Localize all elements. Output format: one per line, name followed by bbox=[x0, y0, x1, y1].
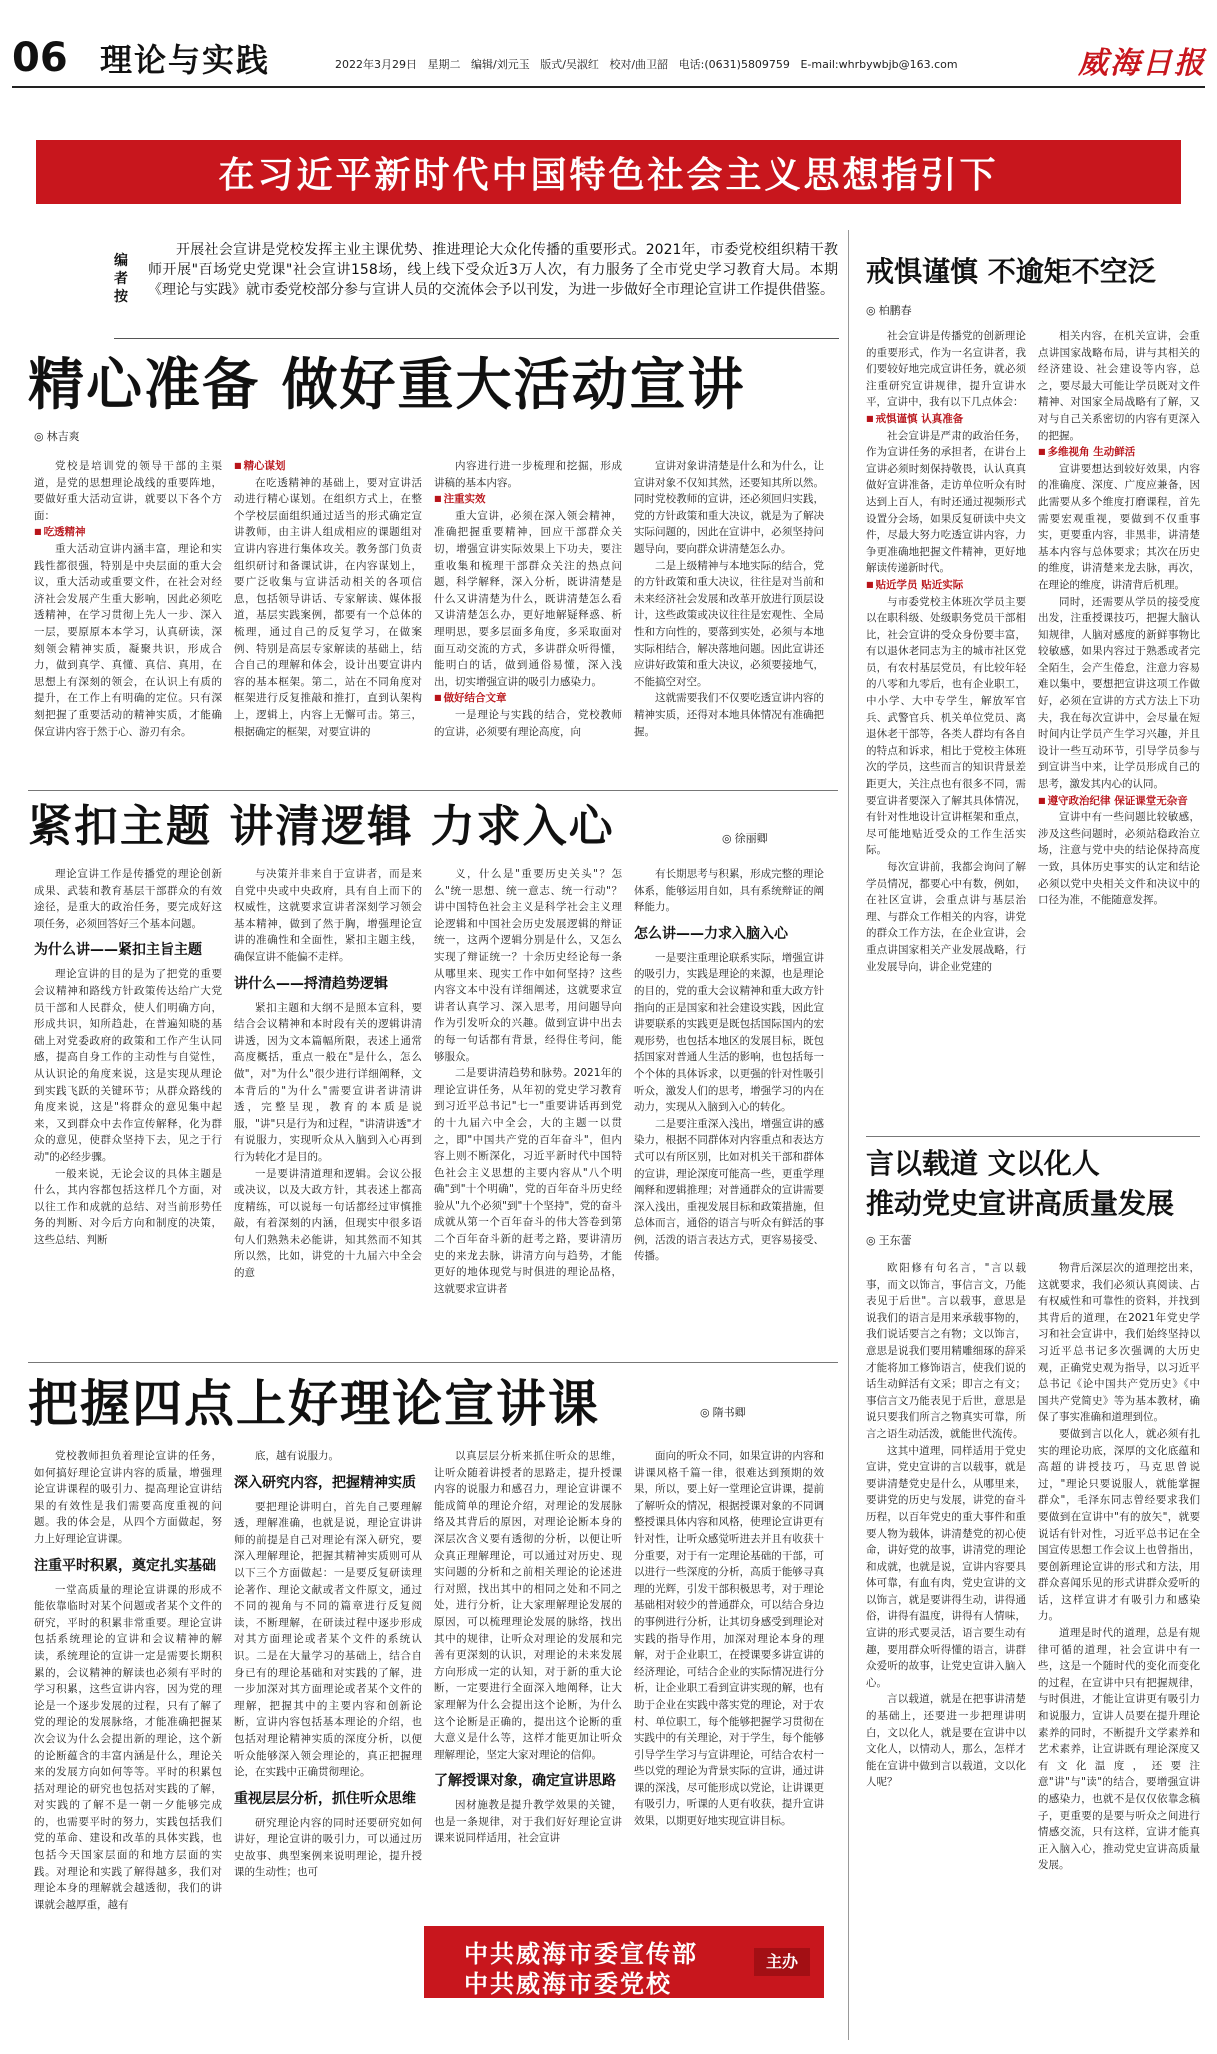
subheading: ■ 贴近学员 贴近实际 bbox=[866, 577, 1026, 594]
header-rule bbox=[12, 86, 1205, 88]
article4-col1 bbox=[866, 328, 1026, 1128]
divider-2 bbox=[28, 1362, 838, 1363]
subheading: ■ 戒惧谨慎 认真准备 bbox=[866, 411, 1026, 428]
paragraph: 紧扣主题和大纲不是照本宣科，要结合会议精神和本时段有关的逻辑讲清讲透，因为文本篇幅所限，表述上通常高度概括，重点一般在"是什么，怎么做"，对"为什么"很少进行详细阐释，文本背后的"为什么"需要宣讲者讲清讲透，完整呈现，教育的本质是说服，"讲"只是行为和过程，"讲清讲透"才有说服力，实现听众从入脑到入心再到行为转化才是目的。 bbox=[234, 1001, 422, 1163]
masthead-logo: 威海日报 bbox=[1078, 46, 1206, 81]
editor-note-label: 编者按 bbox=[114, 253, 128, 305]
paragraph: 内容进行进一步梳理和挖掘，形成讲稿的基本内容。 bbox=[434, 460, 622, 489]
subheading: ■ 吃透精神 bbox=[34, 524, 222, 541]
article3-byline: ◎ 隋书卿 bbox=[700, 1404, 746, 1420]
paragraph: 党校是培训党的领导干部的主渠道，是党的思想理论战线的重要阵地，要做好重大活动宣讲，就要以下各个方面： bbox=[34, 460, 222, 522]
section-heading: 重视层层分析，抓住听众思维 bbox=[234, 1790, 416, 1807]
paragraph: 这就需要我们不仅要吃透宣讲内容的精神实质，还得对本地具体情况有准确把握。 bbox=[634, 692, 824, 738]
article3-col2 bbox=[234, 1448, 422, 2038]
paragraph: 宣讲中有一些问题比较敏感，涉及这些问题时，必须站稳政治立场，注意与党中央的结论保持高度一致，具体历史事实的认定和结论必须以党中央相关文件和决议中的口径为准，不能随意发挥。 bbox=[1038, 811, 1200, 907]
sponsor-line1: 中共威海市委宣传部 bbox=[464, 1939, 698, 1968]
paragraph: 宣讲要想达到较好效果，内容的准确度、深度、广度应兼备，因此需要从多个维度打磨课程，首先需要宏观重视，要做到不仅重事实，更要重内容，非黑非，讲清楚基本内容与总体要求；其次在历史的维度，讲清楚来龙去脉，再次，在理论的维度，讲清背后机理。 bbox=[1038, 462, 1200, 591]
paragraph: 道理是时代的道理，总是有规律可循的道理，社会宣讲中有一些，这是一个随时代的变化而变化的过程，在宣讲中只有把握规律，与时俱进，才能让宣讲更有吸引力和说服力，宣讲人员要在提升理论素养的同时，不断提升文学素养和艺术素养，让宣讲既有理论深度又有文化温度，还要注意"讲"与"读"的结合，要增强宣讲的感染力，也就不是仅仅依靠念稿子，更重要的是要与听众之间进行情感交流，只有这样，宣讲才能真正入脑入心，推动党史宣讲高质量发展。 bbox=[1038, 1627, 1200, 1872]
article2-col3 bbox=[434, 866, 622, 1352]
paragraph: 一是理论与实践的结合，党校教师的宣讲，必须要有理论高度，向 bbox=[434, 708, 622, 738]
paragraph: 因材施教是提升教学效果的关键，也是一条规律，对于我们好好理论宣讲课来说同样适用，社会宣讲 bbox=[434, 1799, 622, 1845]
paragraph: 二是要注重深入浅出，增强宣讲的感染力，根据不同群体对内容重点和表达方式可以有所区别，比如对机关干部和群体的宣讲，理论深度可能高一些，更重学理阐释和逻辑推理；对普通群众的宣讲需要深入浅出，重视发展目标和政策措施，但总体而言，通俗的语言与听众有鲜活的事例，活泼的语言表达方式，更容易接受、传播。 bbox=[634, 1117, 824, 1263]
paragraph: 以真层层分析来抓住听众的思维，让听众随着讲授者的思路走，提升授课内容的说服力和感召力，理论宣讲课不能成简单的理论介绍，对理论的发展脉络及其背后的原因，对理论论断本身的深层次含义要有透彻的分析，以便让听众真正理解理论，可以通过对历史、现实问题的分析和之前相关理论的论述进行对照，找出其中的相同之处和不同之处，进行分析，让大家理解理论发展的原因，可以梳理理论发展的脉络，找出其中的规律，让听众对理论的发展和完善有更深刻的认识，对理论的未来发展方向形成一定的认知，对于新的重大论断，一定要进行全面深入地阐释，让大家理解为什么会提出这个论断，为什么这个论断是正确的，提出这个论断的重大意义是什么等，这样才能更加让听众理解理论，坚定大家对理论的信仰。 bbox=[434, 1450, 622, 1761]
paragraph: 物背后深层次的道理挖出来，这就要求，我们必须认真阅读、占有权威性和可靠性的资料，并找到其背后的道理，在2021年党史学习和社会宣讲中，我们始终坚持以习近平总书记多次强调的大历史观，正确党史观为指导，以习近平总书记《论中国共产党历史》《中国共产党简史》等为基本教材，确保了事实准确和道理到位。 bbox=[1038, 1262, 1200, 1424]
article1-byline: ◎ 林吉爽 bbox=[34, 428, 80, 444]
section-heading: 深入研究内容，把握精神实质 bbox=[234, 1474, 416, 1491]
section-title: 理论与实践 bbox=[100, 41, 271, 79]
article2-col2 bbox=[234, 866, 422, 1352]
section-heading: 为什么讲——紧扣主旨主题 bbox=[34, 942, 202, 959]
paragraph: 重大活动宣讲内涵丰富，理论和实践性都很强，特别是中央层面的重大会议，重大活动或重要文件，在社会对经济社会发展产生重大影响，因此必须吃透精神，在学习贯彻上先人一步、深入一层，要原原本本学习，认真研读，深刻领会精神实质，凝聚共识，形成合力，做到真学、真懂、真信、真用，在思想上有深刻的领会，在认识上有质的提升，在工作上有明确的定位。只有深刻把握了重要活动的精神实质，才能确保宣讲内容于然于心、游刃有余。 bbox=[34, 542, 222, 738]
subheading: ■ 精心谋划 bbox=[234, 458, 422, 475]
designer: 版式/吴淑红 bbox=[540, 58, 599, 71]
article2-title: 紧扣主题 讲清逻辑 力求入心 bbox=[28, 801, 615, 852]
paragraph: 一般来说，无论会议的具体主题是什么，其内容都包括这样几个方面，对以往工作和成就的总结、对当前形势任务的判断、对今后方向和制度的决策，这些总结、判断 bbox=[34, 1167, 222, 1246]
paragraph: 要做到言以化人，就必须有扎实的理论功底，深厚的文化底蕴和高超的讲授技巧，马克思曾说过，"理论只要说服人，就能掌握群众"，毛泽东同志曾经要求我们要做到在宣讲中"有的放矢"，就要说话有针对性，习近平总书记在全国宣传思想工作会议上也曾指出，要创新理论宣讲的形式和方法，用群众喜闻乐见的形式讲群众爱听的话，这样宣讲才有吸引力和感染力。 bbox=[1038, 1427, 1200, 1623]
paragraph: 每次宣讲前，我都会询问了解学员情况，都要心中有数，例如，在社区宣讲，会重点讲与基层治理、与群众工作相关的内容，讲党的群众工作方法，在企业宣讲，会重点讲国家相关产业发展战略，行业发展导向，讲企业党建的 bbox=[866, 861, 1026, 973]
email[interactable]: E-mail:whrbywbjb@163.com bbox=[800, 58, 958, 71]
paragraph: 有长期思考与积累，形成完整的理论体系，能够运用自如，具有系统辩证的阐释能力。 bbox=[634, 868, 824, 914]
article4-col2 bbox=[1038, 328, 1200, 1128]
paragraph: 研究理论内容的同时还要研究如何讲好，理论宣讲的吸引力，可以通过历史故事、典型案例来说明理论，提升授课的生动性；也可 bbox=[234, 1816, 422, 1879]
article4-byline: ◎ 柏鹏春 bbox=[866, 302, 912, 318]
paragraph: 义，什么是"重要历史关头"？怎么"统一思想、统一意志、统一行动"？讲中国特色社会主义是科学社会主义理论逻辑和中国社会历史发展逻辑的辩证统一，这两个逻辑分别是什么，又怎么实现了辩证统一？十余历史经论每一条从哪里来、现实工作中如何坚持？这些内容文本中没有详细阐述，这就要求宣讲者认真学习、深入思考，用问题导向作为引发听众的兴趣。做到宣讲中出去的每一句话都有背景，经得住考问，能够服众。 bbox=[434, 868, 622, 1063]
subheading: ■ 做好结合文章 bbox=[434, 690, 622, 707]
subheading: ■ 多维视角 生动鲜活 bbox=[1038, 444, 1200, 461]
article1-title: 精心准备 做好重大活动宣讲 bbox=[28, 352, 746, 418]
paragraph: 社会宣讲是严肃的政治任务，作为宣讲任务的承担者，在讲台上宣讲必须时刻保持敬畏，认认真真做好宣讲准备，走访单位听众有时达到上百人，有时还通过视频形式设置分会场，如果反复研读中央文件，尽最大努力吃透宣讲内容，力争更准确地把握文件精神，更好地解读传递新时代。 bbox=[866, 429, 1026, 575]
article3-col1 bbox=[34, 1448, 222, 2038]
article1-col2 bbox=[234, 458, 422, 780]
section-heading: 注重平时积累，奠定扎实基础 bbox=[34, 1557, 216, 1574]
banner bbox=[36, 140, 1181, 204]
article4-title: 戒惧谨慎 不逾矩不空泛 bbox=[866, 255, 1156, 288]
phone: 电话:(0631)5809759 bbox=[678, 58, 790, 71]
editor: 编辑/刘元玉 bbox=[471, 58, 530, 71]
article1-col1 bbox=[34, 458, 222, 780]
paragraph: 欧阳修有句名言，"言以载事，而文以饰言，事信言文，乃能表见于后世"。言以载事，意思是说我们的语言是用来承载事物的，我们说话要言之有物；文以饰言，意思是说我们要用精雕细琢的辞采才能将加工修饰语言，使我们说的话生动鲜活有文采；即言之有文；事信言文乃能表见于后世，意思是说只要我们所言之物真实可靠，所言之语生动活泼，就能世代流传。 bbox=[866, 1262, 1026, 1440]
paragraph: 社会宣讲是传播党的创新理论的重要形式，作为一名宣讲者，我们要较好地完成宣讲任务，就必须注重研究宣讲规律，提升宣讲水平，宣讲中，我有以下几点体会： bbox=[866, 330, 1026, 409]
paragraph: 同时，还需要从学员的接受度出发，注重授课技巧，把握大脑认知规律，人脑对感度的新鲜事物比较敏感，如果内容过于熟悉或者完全陌生，会产生倦怠，注意力容易难以集中，要想把宣讲这项工作做好，必须在宣讲的方式方法上下功夫，我在每次宣讲中，会尽量在短时间内让学员产生学习兴趣，并且设计一些互动环节，引导学员参与到宣讲当中来，让学员形成自己的思考，激发其内心的认同。 bbox=[1038, 595, 1200, 791]
article1-col3 bbox=[434, 458, 622, 780]
paragraph: 要把理论讲明白，首先自己要理解透，理解准确，也就是说，理论宣讲讲师的前提是自己对理论有深入研究，要深入理解理论，把握其精神实质则可从以下三个方面做起：一是要反复研读理论著作、理论文献或者文件原文，通过不同的视角与不同的篇章进行反复阅读，不断理解，在研读过程中逐步形成对其方面理论或者某个文件的系统认识。二是在大量学习的基础上，结合自身已有的理论基础和对实践的了解，进一步加深对其方面理论或者某个文件的理解，把握其中的主要内容和创新论断，宣讲内容包括基本理论的介绍，也包括对理论精神实质的深度分析，以便听众能够深入领会理论的，真正把握理论，在实践中正确贯彻理论。 bbox=[234, 1500, 422, 1779]
article5-title-line2: 推动党史宣讲高质量发展 bbox=[866, 1187, 1175, 1220]
subheading: ■ 遵守政治纪律 保证课堂无杂音 bbox=[1038, 793, 1200, 810]
subheading: ■ 注重实效 bbox=[434, 491, 622, 508]
paragraph: 底，越有说服力。 bbox=[255, 1450, 339, 1462]
article1-col4 bbox=[634, 458, 824, 780]
column-divider bbox=[848, 230, 849, 2040]
weekday: 星期二 bbox=[427, 58, 461, 71]
article5-col1 bbox=[866, 1260, 1026, 2038]
editor-note-rule bbox=[114, 338, 839, 339]
editor-note-text: 开展社会宣讲是党校发挥主业主课优势、推进理论大众化传播的重要形式。2021年，市委党校组织精干教师开展"百场党史党课"社会宣讲158场，线上线下受众近3万人次，有力服务了全市党史学习教育大局。本期《理论与实践》就市委党校部分参与宣讲人员的交流体会予以刊发，为进一步做好全市理论宣讲工作提供借鉴。 bbox=[148, 242, 838, 298]
paragraph: 党校教师担负着理论宣讲的任务，如何搞好理论宣讲内容的质量，增强理论宣讲课程的吸引力、提高理论宣讲结果的有效性是我们需要高度重视的问题。我的体会是，从四个方面做起，努力上好理论宣讲课。 bbox=[34, 1450, 222, 1545]
article5-col2 bbox=[1038, 1260, 1200, 2038]
section-heading: 讲什么——捋清趋势逻辑 bbox=[234, 975, 388, 992]
sponsor-host: 主办 bbox=[754, 1948, 810, 1976]
paragraph: 重大宣讲，必须在深入领会精神，准确把握重要精神，回应干部群众关切，增强宣讲实际效果上下功夫，要注重收集和梳理干部群众关注的热点问题，科学解释，深入分析，既讲清楚是什么又讲清楚为什么，既讲清楚怎么看又讲清楚怎么办，更好地解疑释惑、析理明思，要多层面多角度，多采取面对面互动交流的方式，多讲群众听得懂，能明白的话，做到通俗易懂，深入浅出，切实增强宣讲的吸引力感染力。 bbox=[434, 509, 622, 688]
paragraph: 二是要讲清趋势和脉势。2021年的理论宣讲任务，从年初的党史学习教育到习近平总书记"七一"重要讲话再到党的十九届六中全会，大的主题一以贯之，即"中国共产党的百年奋斗"，但内容上则不断深化，习近平新时代中国特色社会主义思想的主要内容从"八个明确"到"十个明确"，党的百年奋斗历史经验从"九个必须"到"十个坚持"，党的奋斗成就从第一个百年奋斗的伟大答卷到第二个百年奋斗新的赶考之路，要讲清历史的来龙去脉，讲清方向与趋势，才能更好的地体现党与时俱进的理论品格，这就要求宣讲者 bbox=[434, 1067, 622, 1295]
paragraph: 一是要讲清道理和逻辑。会议公报或决议，以及大政方针，其表述上都高度精练，可以说每一句话都经过审慎推敲，有着深刻的内涵，但现实中很多语句人们熟熟未必能讲，知其然而不知其所以然，比如，讲党的十九届六中全会的意 bbox=[234, 1167, 422, 1280]
paragraph: 理论宣讲工作是传播党的理论创新成果、武装和教育基层干部群众的有效途径，是重大的政治任务，要完成好这项任务，必须回答好三个基本问题。 bbox=[34, 868, 222, 930]
paragraph: 这其中道理，同样适用于党史宣讲，党史宣讲的言以载事，就是要讲清楚党史是什么，从哪里来，要讲党的历史与发展，讲党的奋斗历程，以百年党史的重大事件和重要人物为载体，讲清楚党的初心使命，讲好党的故事，讲清党的理论和成就，也就是说，宣讲内容要具体可靠，有血有肉，党史宣讲的文以饰言，就是要讲得生动，讲得通俗，讲得有温度，讲得有人情味，宣讲的形式要灵活，语言要生动有趣，要用群众听得懂的语言，讲群众爱听的故事，让党史宣讲入脑入心。 bbox=[866, 1444, 1026, 1689]
section-heading: 怎么讲——力求入脑入心 bbox=[634, 925, 788, 942]
article5-byline: ◎ 王东蕾 bbox=[866, 1232, 912, 1248]
paragraph: 面向的听众不同，如果宣讲的内容和讲课风格千篇一律，很难达到预期的效果，所以，要上好一堂理论宣讲课，提前了解听众的情况，根据授课对象的不同调整授课具体内容和风格，使理论宣讲更有针对性，让听众感觉听进去并且有收获十分重要，对于有一定理论基础的干部，可以进行一些深度的分析，高质于能够寻真理的光辉，引发干部积极思考，对于理论基础相对较少的普通群众，可以结合身边的事例进行分析，让其切身感受到理论对实践的指导作用，加深对理论本身的理解，对于企业职工，在授课要多讲宣讲的经济理论，可结合企业的实际情况进行分析，让企业职工看到宣讲实现的解，也有助于企业在实践中落实党的理论，对于农村、单位职工，每个能够把握学习贯彻在实践中的有关理论，对于学生，每个能够引导学生学习与宣讲理论，可结合农村一些以党的理论为背景实际的宣讲，通过讲课的深浅，尽可能形成以党论，让讲课更有吸引力，听课的人更有收获，提升宣讲效果，以期更好地实现宣讲目标。 bbox=[634, 1450, 824, 1828]
section-heading: 了解授课对象，确定宣讲思路 bbox=[434, 1773, 616, 1790]
paragraph: 与市委党校主体班次学员主要以在职科级、处级职务党员干部相比，社会宣讲的受众身份要丰富，有以退休老同志为主的城市社区党员，有农村基层党员，有比较年轻的八零和九零后，也有企业职工，中小学、大中专学生，解放军官兵、武警官兵、机关单位党员、离退休老干部等，各类人群均有各自的特点和诉求，相比于党校主体班次的学员，这些而言的知识背景差距更大，关注点也有很多不同，需要宣讲者要深入了解其具体情况，有针对性地设计宣讲框架和重点，尽可能地贴近受众的工作生活实际。 bbox=[866, 595, 1026, 857]
sponsor-line2: 中共威海市委党校 bbox=[464, 1969, 672, 1998]
date: 2022年3月29日 bbox=[335, 58, 417, 71]
article2-byline: ◎ 徐丽卿 bbox=[722, 830, 768, 846]
paragraph: 宣讲对象讲清楚是什么和为什么，让宣讲对象不仅知其然，还要知其所以然。同时党校教师的宣讲，还必须回归实践，党的方针政策和重大决议，就是为了解决实际问题的，因此在宣讲中，必须坚持问题导向，要向群众讲清楚怎么办。 bbox=[634, 460, 824, 555]
page-number: 06 bbox=[12, 35, 68, 81]
article2-col1 bbox=[34, 866, 222, 1352]
paragraph: 理论宣讲的目的是为了把党的重要会议精神和路线方针政策传达给广大党员干部和人民群众，使人们明确方向，形成共识，知所趋赴，在普遍知晓的基础上对党委政府的政策和工作产生认同感，提高自身工作的主动性与自觉性，从认识论的角度来说，这是实现从理论到实践飞跃的关键环节；从群众路线的角度来说，这是"将群众的意见集中起来，又到群众中去作宣传解释，化为群众的意见，使群众坚持下去，见之于行动"的必经步骤。 bbox=[34, 968, 222, 1163]
article3-col4 bbox=[634, 1448, 824, 1918]
article2-col4 bbox=[634, 866, 824, 1352]
banner-text: 在习近平新时代中国特色社会主义思想指引下 bbox=[218, 153, 999, 196]
paragraph: 二是上级精神与本地实际的结合，党的方针政策和重大决议，往往是对当前和未来经济社会发展和改革开放进行顶层设计，这些政策或决议往往是宏观性、全局性和方向性的，要落到实处，必须与本地实际相结合，解决落地问题。因此宣讲还应讲好政策和重大决议，必须要接地气，不能搞空对空。 bbox=[634, 559, 824, 688]
proofreader: 校对/曲卫韶 bbox=[609, 58, 669, 71]
paragraph: 一是要注重理论联系实际，增强宣讲的吸引力，实践是理论的来源，也是理论的目的，党的重大会议精神和重大政方针指向的正是国家和社会建设实践，因此宣讲要联系的实践更是既包括国际国内的宏观形势，也包括本地区的发展目标，既包括国家对普通人生活的影响，也包括每一个个体的具体诉求，以更强的针对性吸引听众，激发人们的思考，增强学习的内在动力，实现从入脑到入心的转化。 bbox=[634, 951, 824, 1114]
divider-3 bbox=[866, 1136, 1200, 1137]
paragraph: 一堂高质量的理论宣讲课的形成不能依靠临时对某个问题或者某个文件的研究，平时的积累非常重要。理论宣讲包括系统理论的宣讲和会议精神的解读，系统理论的宣讲一定是需要长期积累的，会议精神的解读也必须有平时的学习积累，这些宣讲内容，因为党的理论是一个逐步发展的过程，只有了解了党的理论的发展脉络，才能准确把握某次会议为什么会提出新的理论，这个新的论断蕴含的丰富内涵是什么，理论关来的发展方向如何等等。平时的积累包括对理论的研究也包括对实践的了解，对实践的了解不是一朝一夕能够完成的，也需要平时的努力，实践包括我们党的革命、建设和改革的具体实践，也包括今天国家层面的和地方层面的实践。对理论和实践了解得越多，我们对理论本身的理解就会越透彻，我们的讲课就会越厚重，越有 bbox=[34, 1583, 222, 1911]
sponsor-banner bbox=[424, 1926, 824, 1998]
article5-title-line1: 言以载道 文以化人 bbox=[866, 1147, 1100, 1180]
divider-1 bbox=[28, 790, 838, 791]
paragraph: 相关内容，在机关宣讲，会重点讲国家战略布局，讲与其相关的经济建设、社会建设等内容，总之，要尽最大可能让学员既对文件精神、对国家全局战略有了解，又对与自己关系密切的内容有更深入的把握。 bbox=[1038, 330, 1200, 442]
article3-title: 把握四点上好理论宣讲课 bbox=[28, 1374, 600, 1433]
header-info bbox=[335, 56, 958, 72]
paragraph: 言以载道，就是在把事讲清楚的基础上，还要进一步把理讲明白，文以化人，就是要在宣讲中以文化人，以情动人，那么，怎样才能在宣讲中做到言以载道，文以化人呢？ bbox=[866, 1693, 1026, 1789]
paragraph: 在吃透精神的基础上，要对宣讲活动进行精心谋划。在组织方式上，在整个学校层面组织通过适当的形式确定宣讲教师，由主讲人组成相应的课题组对宣讲内容进行集体攻关。教务部门负责组织研讨和备课试讲，在内容谋划上，要广泛收集与宣讲活动相关的各项信息，包括领导讲话、专家解读、媒体报道，基层实践案例，都要有一个总体的梳理，通过自己的反复学习，在做案例、特别是高层专家解读的基础上，结合自己的理解和体会，设计出要宣讲内容的基本框架。第二，站在不同角度对框架进行反复推敲和推打，直到认架构上，逻辑上，内容上无懈可击。第三，根据确定的框架，对要宣讲的 bbox=[234, 476, 422, 738]
paragraph: 与决策并非来自于宣讲者，而是来自党中央或中央政府，具有自上而下的权威性，这就要求宣讲者深刻学习领会基本精神，做到了然于胸，增强理论宣讲的准确性和全面性，紧扣主题主线，确保宣讲不能偏不走样。 bbox=[234, 868, 422, 963]
